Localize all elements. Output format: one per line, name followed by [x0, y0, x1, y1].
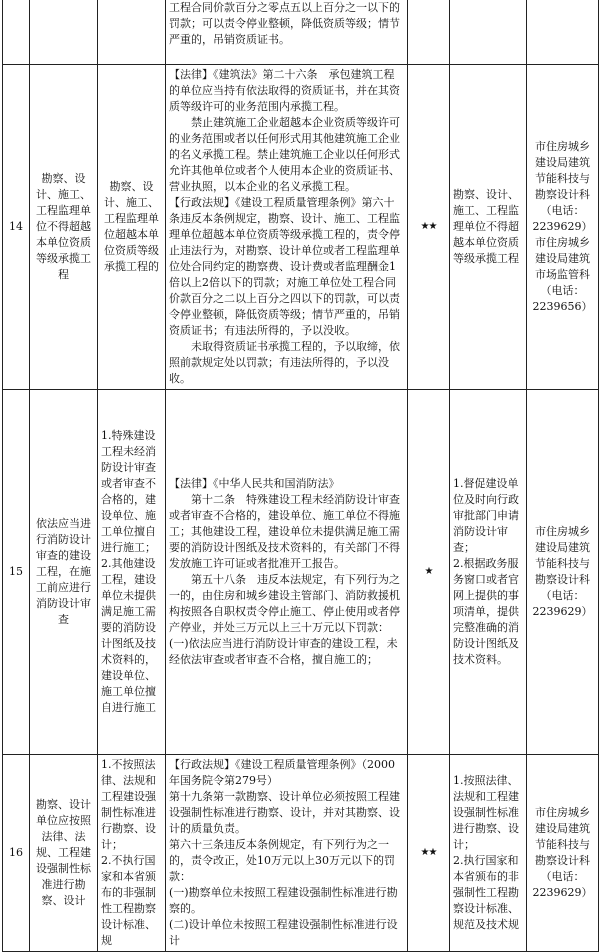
row-number	[3, 0, 30, 65]
condition-line: 2.不执行国家和本省颁布的非强制性工程勘察设计标准、规	[101, 854, 156, 947]
basis-paragraph: (二)设计单位未按照工程建设强制性标准进行设计	[169, 918, 398, 947]
condition-line: 1.特殊建设工程未经消防设计审查或者审查不合格的，建设单位、施工单位擅自进行施工；	[101, 429, 156, 554]
row-number	[3, 390, 30, 755]
table-body	[3, 0, 599, 952]
measure-line: 1.督促建设单位及时向行政审批部门申请消防设计审查；	[453, 477, 519, 554]
legal-basis	[166, 390, 408, 755]
risk-level	[408, 0, 450, 65]
condition-line: 1.不按照法律、法规和工程建设强制性标准进行勘察、设计；	[101, 758, 156, 851]
measure-line: 2.执行国家和本省颁布的非强制性工程勘察设计标准、规范及技术规	[453, 854, 519, 931]
condition-line: 勘察、设计、施工、工程监理单位超越本单位资质等级承揽工程的	[104, 180, 159, 273]
measure-line: 2.根据政务服务窗口或者官网上提供的事项清单，提供完整准确的消防设计图纸及技术资料。	[453, 557, 519, 666]
check-item	[30, 390, 98, 755]
department-contact: 市住房城乡建设局建筑节能科技与勘察设计科（电话：2239629）	[532, 525, 593, 618]
row-number	[3, 755, 30, 952]
table-row	[3, 65, 599, 390]
star-rating: ★★	[420, 221, 437, 232]
table-row	[3, 0, 599, 65]
risk-level	[408, 65, 450, 390]
legal-basis	[166, 0, 408, 65]
row-number-text: 14	[9, 220, 23, 233]
basis-paragraph: 【行政法规】《建设工程质量管理条例》第六十条违反本条例规定，勘察、设计、施工、工程监理单位超越本单位资质等级承揽工程的，责令停止违法行为，对勘察、设计单位或者工程监理单位处合同约定的勘察费、设计费或者监理酬金1倍以上2倍以下的罚款；对施工单位处工程合同价款百分之二以上百分之四以下的罚款，可以责令停业整顿，降低资质等级；情节严重的，吊销资质证书；有违法所得的，予以没收。	[169, 196, 400, 337]
check-item-text: 勘察、设计单位应按照法律、法规、工程建设强制性标准进行勘察、设计	[36, 798, 91, 907]
measure-line: 勘察、设计、施工、工程监理单位不得超越本单位资质等级承揽工程	[453, 188, 519, 265]
row-number-text: 16	[9, 846, 23, 859]
basis-paragraph: (一)依法应当进行消防设计审查的建设工程，未经依法审查或者审查不合格，擅自施工的；	[169, 637, 398, 666]
basis-paragraph: 【法律】《建筑法》第二十六条 承包建筑工程的单位应当持有依法取得的资质证书，并在其资质等级许可的业务范围内承揽工程。	[169, 68, 400, 113]
compliance-measure	[450, 0, 527, 65]
star-rating: ★	[424, 566, 433, 577]
basis-paragraph: 第十九条第一款勘察、设计单位必须按照工程建设强制性标准进行勘察、设计，并对其勘察、设计的质量负责。	[169, 790, 400, 835]
compliance-table	[2, 0, 599, 952]
measure-line: 1.按照法律、法规和工程建设强制性标准进行勘察、设计；	[453, 774, 519, 851]
responsible-department	[527, 65, 599, 390]
legal-basis	[166, 65, 408, 390]
basis-paragraph: 工程合同价款百分之零点五以上百分之一以下的罚款；可以责令停业整顿，降低资质等级；情节严重的，吊销资质证书。	[169, 1, 400, 46]
risk-level	[408, 390, 450, 755]
basis-paragraph: 【行政法规】《建设工程质量管理条例》（2000年国务院令第279号）	[169, 758, 395, 787]
table-row	[3, 390, 599, 755]
star-rating: ★★	[420, 847, 437, 858]
basis-paragraph: 第六十三条违反本条例规定，有下列行为之一的，责令改正，处10万元以上30万元以下的罚款：	[169, 838, 395, 883]
row-number-text: 15	[9, 565, 23, 578]
check-item	[30, 65, 98, 390]
check-item	[30, 0, 98, 65]
basis-paragraph: 第五十八条 违反本法规定，有下列行为之一的，由住房和城乡建设主管部门、消防救援机构按照各自职权责令停止施工、停止使用或者停产停业，并处三万元以上三十万元以下罚款：	[169, 573, 400, 634]
basis-paragraph: 【法律】《中华人民共和国消防法》	[169, 477, 340, 490]
department-contact: 市住房城乡建设局建筑节能科技与勘察设计科（电话：2239629）	[532, 140, 593, 233]
violation-condition	[98, 390, 166, 755]
compliance-measure	[450, 390, 527, 755]
row-number	[3, 65, 30, 390]
violation-condition	[98, 0, 166, 65]
risk-level	[408, 755, 450, 952]
basis-paragraph: (一)勘察单位未按照工程建设强制性标准进行勘察的。	[169, 886, 398, 915]
department-contact: 市住房城乡建设局建筑节能科技与勘察设计科（电话：2239629）	[532, 806, 593, 899]
compliance-measure	[450, 65, 527, 390]
table-row	[3, 755, 599, 952]
violation-condition	[98, 755, 166, 952]
responsible-department	[527, 390, 599, 755]
legal-basis	[166, 755, 408, 952]
basis-paragraph: 第十二条 特殊建设工程未经消防设计审查或者审查不合格的，建设单位、施工单位不得施工；其他建设工程，建设单位未提供满足施工需要的消防设计图纸及技术资料的，有关部门不得发放施工许可证或者批准开工报告。	[169, 493, 400, 570]
department-contact: 市住房城乡建设局建筑市场监管科（电话：2239656）	[532, 236, 593, 313]
check-item	[30, 755, 98, 952]
check-item-text: 依法应当进行消防设计审查的建设工程，在施工前应进行消防设计审查	[36, 517, 91, 626]
condition-line: 2.其他建设工程，建设单位未提供满足施工需要的消防设计图纸及技术资料的，建设单位、施工单位擅自进行施工	[101, 557, 156, 714]
responsible-department	[527, 0, 599, 65]
responsible-department	[527, 755, 599, 952]
check-item-text: 勘察、设计、施工、工程监理单位不得超越本单位资质等级承揽工程	[36, 172, 91, 281]
violation-condition	[98, 65, 166, 390]
basis-paragraph: 未取得资质证书承揽工程的，予以取缔，依照前款规定处以罚款；有违法所得的，予以没收。	[169, 340, 400, 385]
compliance-measure	[450, 755, 527, 952]
basis-paragraph: 禁止建筑施工企业超越本企业资质等级许可的业务范围或者以任何形式用其他建筑施工企业的名义承揽工程。禁止建筑施工企业以任何形式允许其他单位或者个人使用本企业的资质证书、营业执照，以本企业的名义承揽工程。	[169, 116, 400, 193]
